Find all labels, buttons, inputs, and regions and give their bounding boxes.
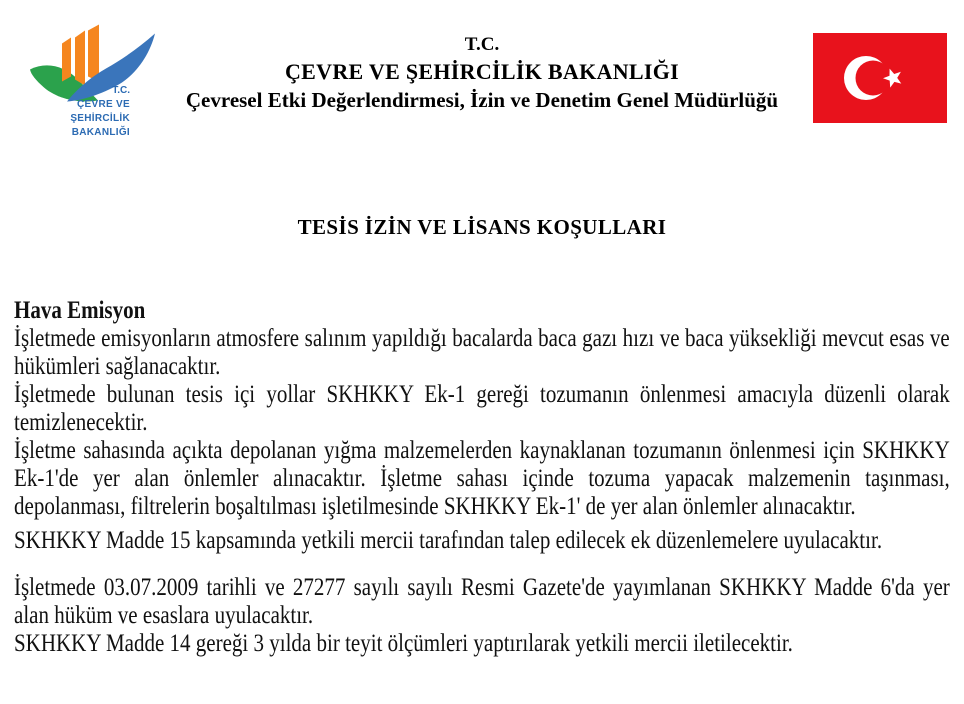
ministry-header-name: ÇEVRE VE ŞEHİRCİLİK BAKANLIĞI (284, 59, 679, 84)
paragraph: SKHKKY Madde 14 gereği 3 yılda bir teyit ölçümleri yaptırılarak yetkili mercii iletilecektir. (14, 630, 793, 657)
paragraph: SKHKKY Madde 15 kapsamında yetkili mercii tarafından talep edilecek ek düzenlemelere uyulacaktır. (14, 527, 883, 554)
paragraph: İşletme sahasında açıkta depolanan yığma malzemelerden kaynaklanan tozumanın önlenmesi için SKHKKY Ek-1'de yer alan önlemler alınacaktır. İşletme sahası içinde tozuma yapacak malzemenin taşınması, depolanması, filtrelerin boşaltılması işletilmesinde SKHKKY Ek-1' de yer alan önlemler alınacaktır. (14, 437, 950, 520)
page-title: TESİS İZİN VE LİSANS KOŞULLARI (297, 215, 667, 239)
logo-caption-line1: T.C. (112, 85, 130, 96)
document-body (14, 297, 950, 658)
ministry-header-directorate: Çevresel Etki Değerlendirmesi, İzin ve Denetim Genel Müdürlüğü (185, 88, 779, 112)
section-heading: Hava Emisyon (14, 297, 146, 324)
logo-caption-line3: BAKANLIĞI (71, 127, 130, 138)
paragraph: İşletmede bulunan tesis içi yollar SKHKKY Ek-1 gereği tozumanın önlenmesi amacıyla düzenli olarak temizlenecektir. (14, 381, 950, 436)
ministry-header-tc: T.C. (464, 34, 500, 55)
paragraph: İşletmede 03.07.2009 tarihli ve 27277 sayılı sayılı Resmi Gazete'de yayımlanan SKHKKY Madde 6'da yer alan hüküm ve esaslara uyulacaktır. (14, 574, 950, 629)
paragraph: İşletmede emisyonların atmosfere salınım yapıldığı bacalarda baca gazı hızı ve baca yüksekliği mevcut esas ve hükümleri sağlanacaktır. (14, 325, 950, 380)
turkish-flag-icon (813, 33, 947, 123)
logo-caption-line2: ÇEVRE VE ŞEHİRCİLİK (70, 99, 130, 124)
